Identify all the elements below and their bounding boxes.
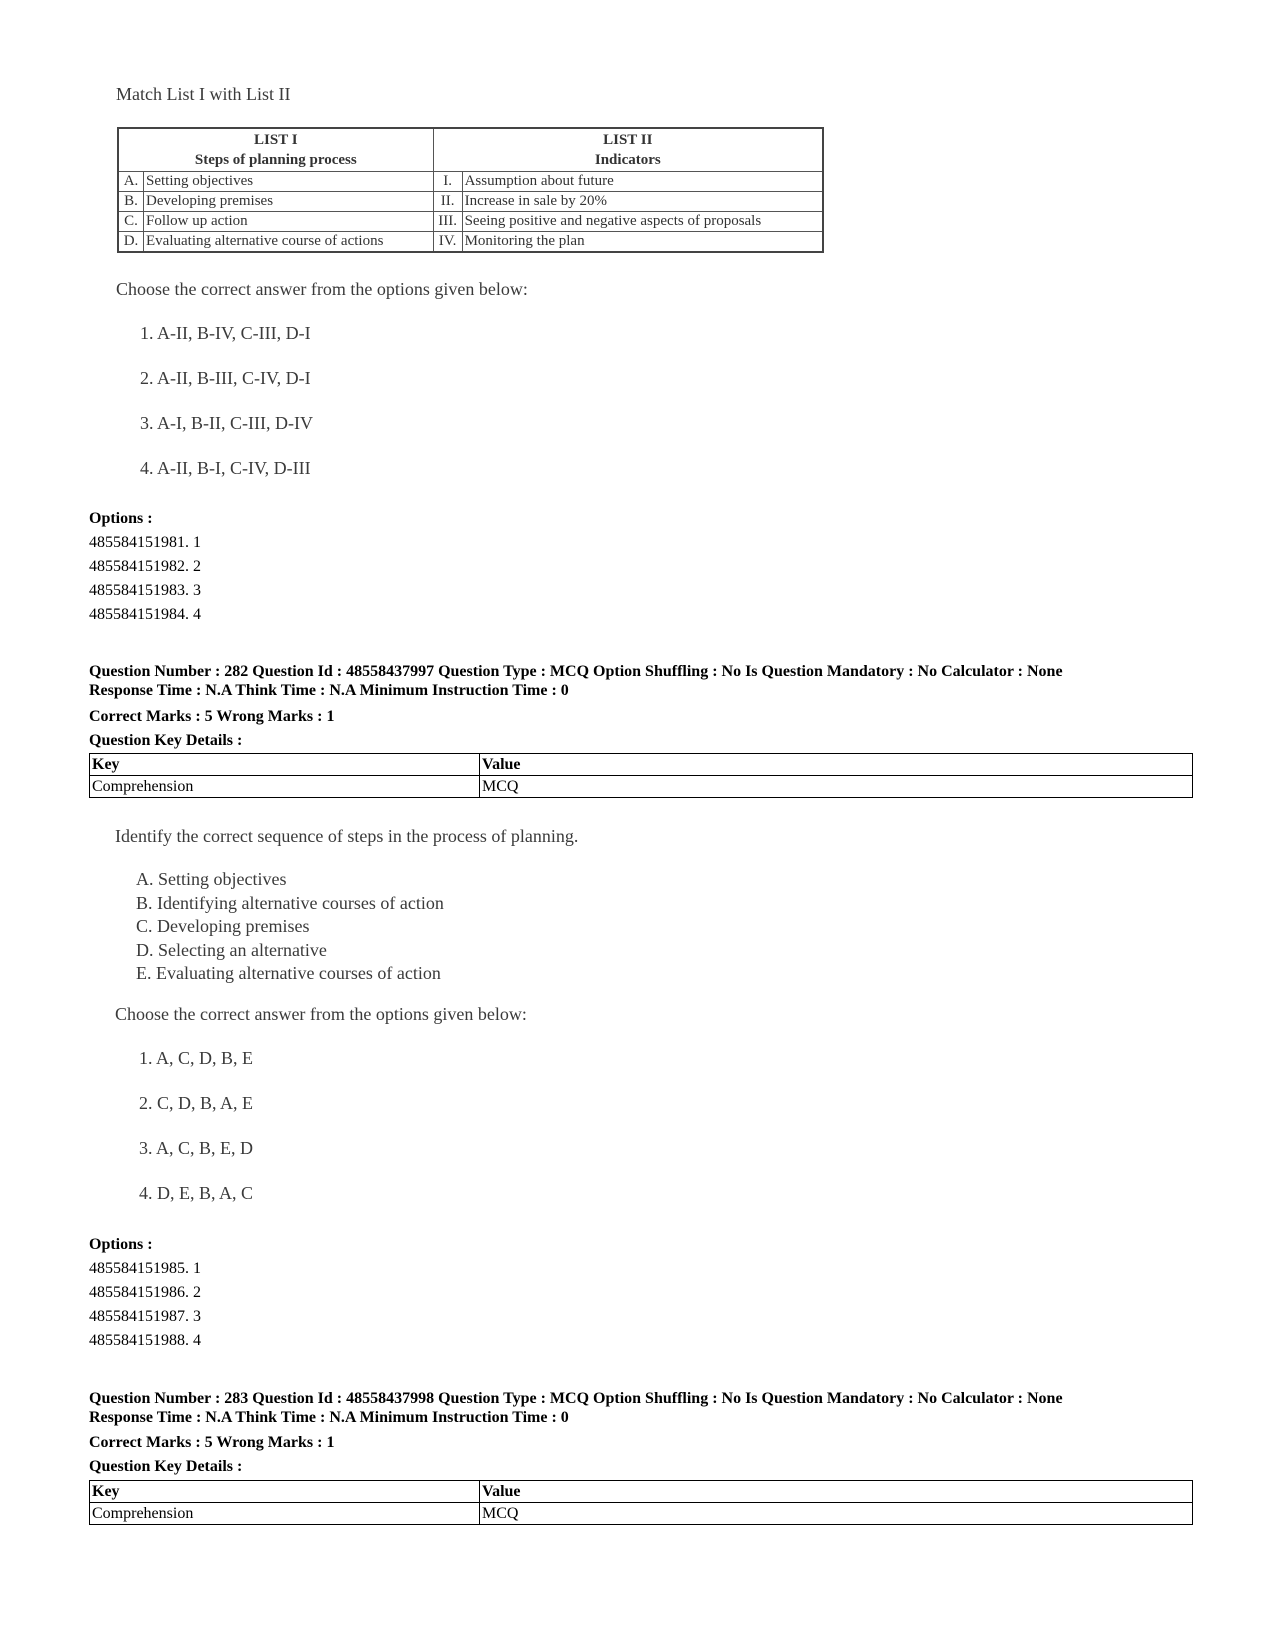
q282-steps-list (136, 868, 444, 986)
match-row: A. Setting objectives I. Assumption about future (118, 172, 823, 192)
q1-answer-3: 3. A-I, B-II, C-III, D-IV (140, 413, 313, 433)
q1-option-1: 485584151981. 1 (89, 534, 201, 551)
match-row: B. Developing premises II. Increase in sale by 20% (118, 192, 823, 212)
q282-option-2: 485584151986. 2 (89, 1284, 201, 1301)
q1-answer-4: 4. A-II, B-I, C-IV, D-III (140, 458, 311, 478)
q1-answer-1: 1. A-II, B-IV, C-III, D-I (140, 323, 311, 343)
q1-option-2: 485584151982. 2 (89, 558, 201, 575)
match-row: C. Follow up action III. Seeing positive and negative aspects of proposals (118, 212, 823, 232)
q282-meta: Question Number : 282 Question Id : 48558437997 Question Type : MCQ Option Shuffling : No Is Question Mandatory : No Calculator : None Response Time : N.A Think Time : N.A Minimum Instruction Time : 0 (89, 663, 1063, 699)
q282-option-4: 485584151988. 4 (89, 1332, 201, 1349)
q282-question-text: Identify the correct sequence of steps in the process of planning. (115, 826, 579, 846)
value-header: Value (480, 1481, 1193, 1503)
value-header: Value (480, 754, 1193, 776)
q1-choose-text: Choose the correct answer from the options given below: (116, 279, 528, 299)
q282-key-details-label: Question Key Details : (89, 732, 243, 749)
q282-options-title: Options : (89, 1236, 153, 1253)
list-item: C. Developing premises (136, 916, 310, 936)
q1-answer-2: 2. A-II, B-III, C-IV, D-I (140, 368, 311, 388)
q1-options-title: Options : (89, 510, 153, 527)
q282-option-1: 485584151985. 1 (89, 1260, 201, 1277)
q1-option-3: 485584151983. 3 (89, 582, 201, 599)
key-header: Key (90, 1481, 480, 1503)
list-item: D. Selecting an alternative (136, 939, 327, 960)
key-header: Key (90, 754, 480, 776)
list2-header: LIST II Indicators (433, 128, 823, 172)
q282-answer-4: 4. D, E, B, A, C (139, 1183, 254, 1203)
q282-marks: Correct Marks : 5 Wrong Marks : 1 (89, 708, 335, 725)
list-item: E. Evaluating alternative courses of action (136, 963, 441, 983)
q282-answer-1: 1. A, C, D, B, E (139, 1048, 254, 1068)
q282-answer-2: 2. C, D, B, A, E (139, 1093, 254, 1113)
q283-meta: Question Number : 283 Question Id : 48558437998 Question Type : MCQ Option Shuffling : No Is Question Mandatory : No Calculator : None Response Time : N.A Think Time : N.A Minimum Instruction Time : 0 (89, 1390, 1063, 1426)
q283-marks: Correct Marks : 5 Wrong Marks : 1 (89, 1434, 335, 1451)
q1-option-4: 485584151984. 4 (89, 606, 201, 623)
key-cell: Comprehension (90, 1503, 480, 1525)
list1-header: LIST I Steps of planning process (118, 128, 433, 172)
list-item: B. Identifying alternative courses of action (136, 892, 444, 913)
q282-choose-text: Choose the correct answer from the options given below: (115, 1004, 527, 1024)
q283-key-table (89, 1480, 1193, 1525)
q283-key-details-label: Question Key Details : (89, 1458, 243, 1475)
q282-key-table (89, 753, 1193, 798)
match-row: D. Evaluating alternative course of actions IV. Monitoring the plan (118, 232, 823, 253)
key-cell: Comprehension (90, 776, 480, 798)
q1-intro: Match List I with List II (116, 84, 291, 104)
value-cell: MCQ (480, 776, 1193, 798)
match-table (117, 127, 824, 253)
value-cell: MCQ (480, 1503, 1193, 1525)
q282-answer-3: 3. A, C, B, E, D (139, 1138, 254, 1158)
list-item: A. Setting objectives (136, 869, 287, 889)
q282-option-3: 485584151987. 3 (89, 1308, 201, 1325)
